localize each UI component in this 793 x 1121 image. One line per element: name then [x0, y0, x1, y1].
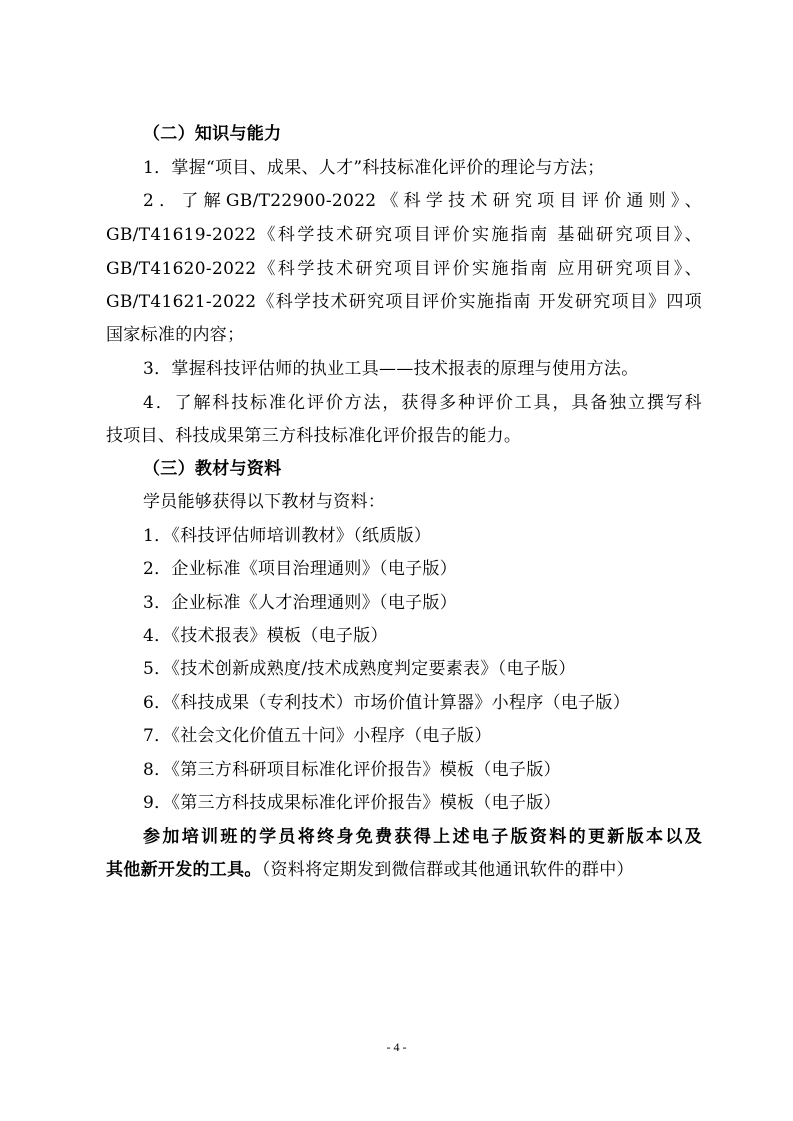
paragraph-item-2-line-2: GB/T41619-2022《科学技术研究项目评价实施指南 基础研究项目》、 — [106, 225, 702, 245]
lifetime-update-note-bold: 其他新开发的工具。 — [106, 860, 262, 880]
lifetime-update-note-line-1: 参加培训班的学员将终身免费获得上述电子版资料的更新版本以及 — [143, 827, 702, 847]
lifetime-update-note-line-2 — [106, 859, 702, 881]
paragraph-item-2-line-4: GB/T41621-2022《科学技术研究项目评价实施指南 开发研究项目》四项 — [106, 292, 702, 312]
paragraph-item-2-line-5: 国家标准的内容； — [106, 325, 245, 345]
material-item: 9．《第三方科技成果标准化评价报告》模板（电子版） — [143, 793, 561, 813]
material-item: 5．《技术创新成熟度/技术成熟度判定要素表》（电子版） — [143, 659, 576, 679]
section-heading-knowledge: （二）知识与能力 — [143, 124, 282, 144]
material-item: 8．《第三方科研项目标准化评价报告》模板（电子版） — [143, 760, 561, 780]
distribution-note: （资料将定期发到微信群或其他通讯软件的群中） — [261, 860, 634, 880]
paragraph-item-1: 1．掌握“项目、成果、人才”科技标准化评价的理论与方法； — [143, 158, 605, 178]
paragraph-item-3: 3．掌握科技评估师的执业工具——技术报表的原理与使用方法。 — [143, 359, 639, 379]
paragraph-item-2-line-3: GB/T41620-2022《科学技术研究项目评价实施指南 应用研究项目》、 — [106, 259, 702, 279]
paragraph-item-4-line-1: 4．了解科技标准化评价方法，获得多种评价工具，具备独立撰写科 — [143, 393, 702, 413]
section-heading-materials: （三）教材与资料 — [143, 459, 282, 479]
material-item: 7．《社会文化价值五十问》小程序（电子版） — [143, 726, 492, 746]
material-item: 4．《技术报表》模板（电子版） — [143, 626, 388, 646]
page-number: - 4 - — [386, 1040, 407, 1054]
material-item: 2．企业标准《项目治理通则》（电子版） — [143, 559, 458, 579]
paragraph-item-4-line-2: 技项目、科技成果第三方科技标准化评价报告的能力。 — [106, 426, 522, 446]
paragraph-item-2-line-1: 2．了解GB/T22900-2022《科学技术研究项目评价通则》、 — [143, 191, 702, 211]
material-item: 6．《科技成果（专利技术）市场价值计算器》小程序（电子版） — [143, 693, 631, 713]
materials-intro: 学员能够获得以下教材与资料： — [143, 492, 386, 512]
material-item: 3．企业标准《人才治理通则》（电子版） — [143, 593, 458, 613]
material-item: 1．《科技评估师培训教材》（纸质版） — [143, 526, 432, 546]
